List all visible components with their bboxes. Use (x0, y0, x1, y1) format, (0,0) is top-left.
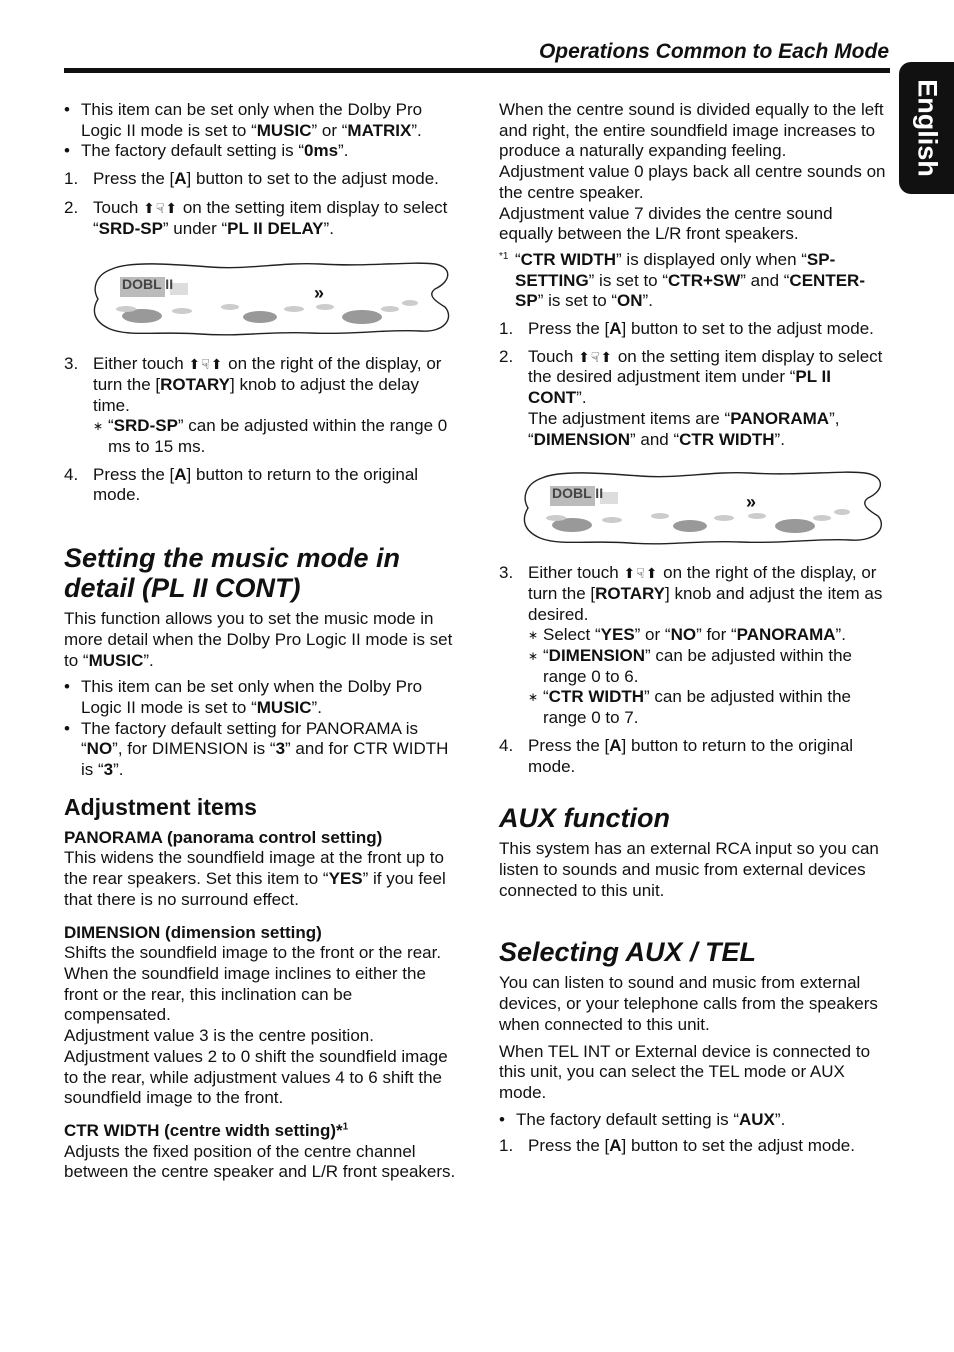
step-3-note: ∗ “DIMENSION” can be adjusted within the range 0 to 6. (528, 646, 852, 686)
left-column (64, 100, 456, 1183)
step-3-note: ∗ Select “YES” or “NO” for “PANORAMA”. (528, 625, 846, 645)
step-3-note: ∗ “CTR WIDTH” can be adjusted within the range 0 to 7. (528, 687, 852, 728)
aux-function-title: AUX function (499, 803, 670, 834)
step-1: 1. Press the [A] button to set to the adjust mode. (499, 319, 874, 339)
display-logo: DOBL II (552, 485, 604, 502)
list-item: • The factory default setting is “AUX”. (499, 1109, 786, 1129)
adjustment-items-heading: Adjustment items (64, 793, 257, 820)
up-down-arrows-icon: ⬆☟⬆ (578, 348, 614, 365)
header-rule (64, 68, 890, 73)
list-item: • This item can be set only when the Dolby Pro Logic II mode is set to “MUSIC”. (64, 677, 423, 717)
selecting-aux-tel-title: Selecting AUX / TEL (499, 937, 757, 968)
list-item: • The factory default setting for PANORAMA is “NO”, for DIMENSION is “3” and for CTR WIDTH is “3”. (64, 718, 449, 780)
footnote: *1 “CTR WIDTH” is displayed only when “SP-SETTING” is set to “CTR+SW” and “CENTER-SP” is set to “ON”. (499, 249, 865, 311)
paragraph: When the centre sound is divided equally to the left and right, the entire soundfield image increases to produce a naturally expanding feeling. (499, 100, 884, 161)
step-4: 4. Press the [A] button to return to the original mode. (64, 464, 419, 505)
panorama-text: This widens the soundfield image at the front up to the rear speakers. Set this item to “YES” if you feel that there is no surround effect. (64, 848, 446, 909)
up-down-arrows-icon: ⬆☟⬆ (143, 199, 179, 216)
lcd-display-outline (90, 259, 452, 337)
section-title-pl2-cont: Setting the music mode in detail (PL II CONT) (64, 543, 401, 604)
paragraph: When TEL INT or External device is connected to this unit, you can select the TEL mode or AUX mode. (499, 1041, 871, 1102)
chevron-right-icon: » (314, 283, 325, 304)
list-item: • The factory default setting is “0ms”. (64, 141, 349, 161)
language-tab (899, 62, 954, 194)
list-item: • This item can be set only when the Dolby Pro Logic II mode is set to “MUSIC” or “MATRIX”. (64, 100, 423, 140)
up-down-arrows-icon: ⬆☟⬆ (623, 565, 659, 582)
step-1: 1. Press the [A] button to set the adjust mode. (499, 1136, 855, 1156)
language-tab-label: English (912, 79, 942, 177)
paragraph: Adjustment value 0 plays back all centre sounds on the centre speaker. (499, 162, 886, 202)
step-3: 3. Either touch ⬆☟⬆ on the right of the display, or turn the [ROTARY] knob and adjust the item as desired. (499, 563, 883, 624)
step-2: 2. Touch ⬆☟⬆ on the setting item display to select “SRD-SP” under “PL II DELAY”. (64, 197, 448, 238)
paragraph: You can listen to sound and music from external devices, or your telephone calls from the speakers when connected to this unit. (499, 973, 878, 1034)
dimension-text: Shifts the soundfield image to the front or the rear. When the soundfield image inclines to either the front or the rear, this inclination can be compensated. (64, 943, 442, 1025)
step-4: 4. Press the [A] button to return to the original mode. (499, 735, 854, 776)
lcd-display-illustration (90, 259, 452, 337)
page-header-title: Operations Common to Each Mode (538, 40, 889, 63)
step-3: 3. Either touch ⬆☟⬆ on the right of the display, or turn the [ROTARY] knob to adjust the delay time. (64, 354, 442, 415)
chevron-right-icon: » (746, 492, 757, 513)
dimension-heading: DIMENSION (dimension setting) (64, 922, 322, 942)
step-3-note: ∗ “SRD-SP” can be adjusted within the range 0 ms to 15 ms. (93, 416, 448, 457)
right-column (499, 100, 891, 1157)
display-logo: DOBL II (122, 276, 174, 293)
aux-function-text: This system has an external RCA input so you can listen to sounds and music from external devices connected to this unit. (499, 839, 879, 900)
section-intro: This function allows you to set the music mode in more detail when the Dolby Pro Logic II mode is set to “MUSIC”. (64, 609, 453, 670)
up-down-arrows-icon: ⬆☟⬆ (188, 356, 224, 373)
ctr-width-text: Adjusts the fixed position of the centre channel between the centre speaker and L/R front speakers. (64, 1141, 456, 1182)
paragraph: Adjustment value 7 divides the centre sound equally between the L/R front speakers. (499, 203, 833, 244)
step-1: 1. Press the [A] button to set to the adjust mode. (64, 169, 439, 189)
panorama-heading: PANORAMA (panorama control setting) (64, 827, 383, 847)
dimension-text-2: Adjustment value 3 is the centre position. Adjustment values 2 to 0 shift the soundfield image to the rear, while adjustment values 4 to 6 shift the soundfield image to the front. (64, 1026, 448, 1108)
lcd-display-outline (520, 468, 885, 546)
ctr-width-heading: CTR WIDTH (centre width setting)*$^1$ (64, 1120, 349, 1140)
lcd-display-illustration (520, 468, 885, 546)
step-2: 2. Touch ⬆☟⬆ on the setting item display to select the desired adjustment item under “PL II CONT”. The adjustment items are “PANORAMA”, “DIMENSION” and “CTR WIDTH”. (499, 346, 883, 449)
